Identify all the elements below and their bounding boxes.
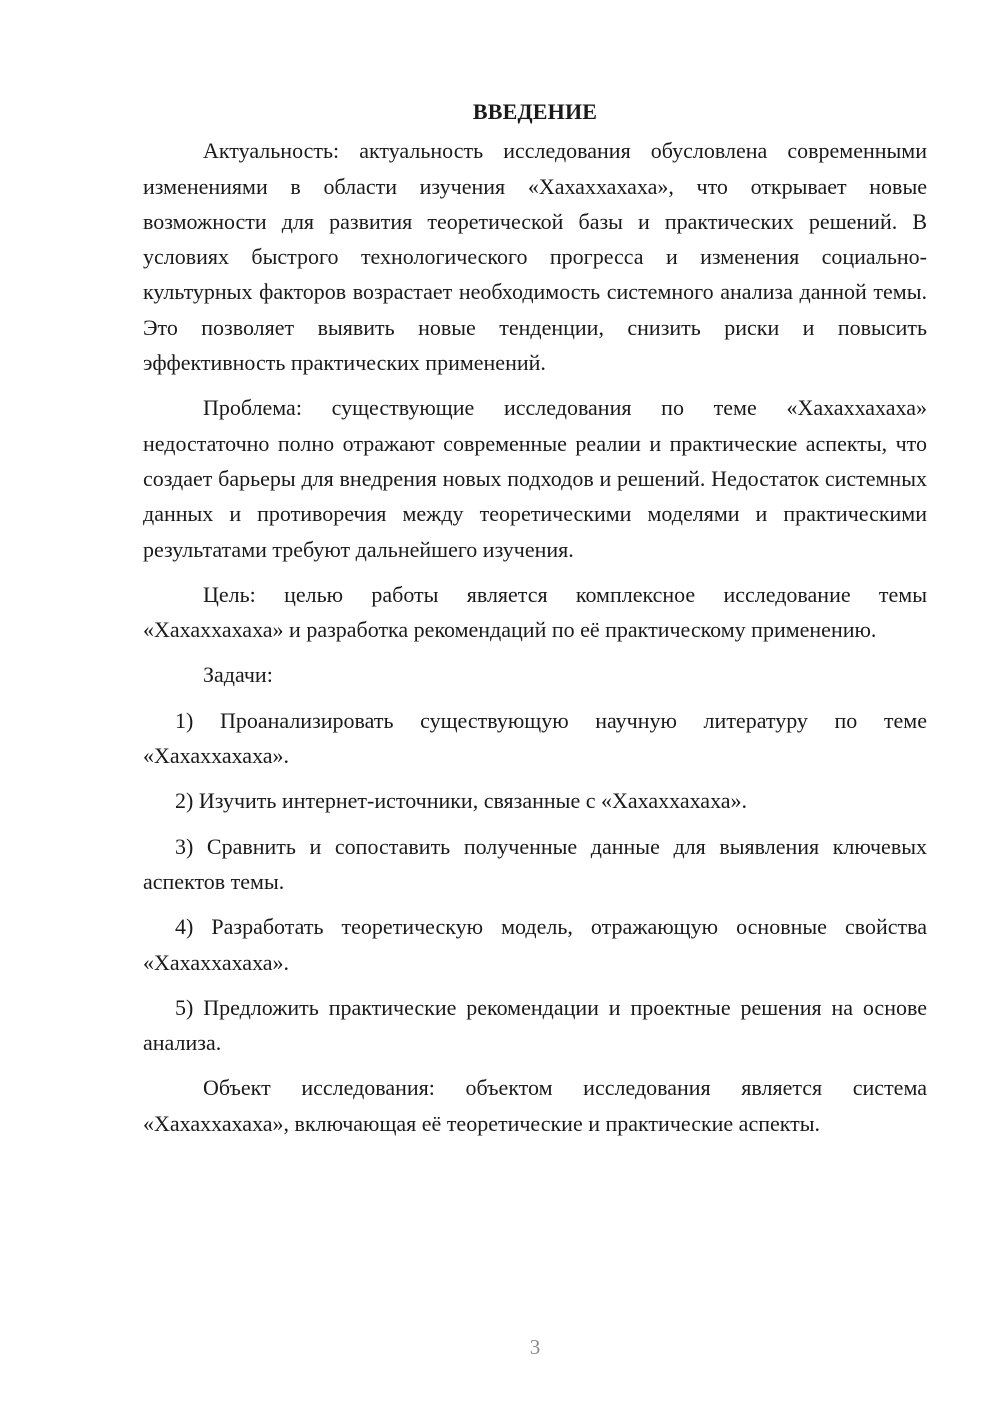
task-item: 5) Предложить практические рекомендации и проектные решения на основе анализа. [143,994,927,1056]
page-number: 3 [529,1335,541,1359]
goal-paragraph: Цель: целью работы является комплексное исследование темы «Хахаххахаха» и разработка рекомендаций по её практическому применению. [143,581,927,643]
task-item: 3) Сравнить и сопоставить полученные данные для выявления ключевых аспектов темы. [143,833,927,894]
tasks-heading: Задачи: [203,662,273,688]
object-paragraph: Объект исследования: объектом исследования является система «Хахаххахаха», включающая её теоретические и практические аспекты. [143,1075,927,1136]
page-content [143,94,927,1151]
problem-paragraph: Проблема: существующие исследования по теме «Хахаххахаха» недостаточно полно отражают современные реалии и практические аспекты, что создает барьеры для внедрения новых подходов и решений. Недостаток системных данных и противоречия между теоретическими моделями и практическими результатами требуют дальнейшего изучения. [143,395,927,562]
relevance-paragraph: Актуальность: актуальность исследования обусловлена современными изменениями в области изучения «Хахаххахаха», что открывает новые возможности для развития теоретической базы и практических решений. В условиях быстрого технологического прогресса и изменения социально-культурных факторов возрастает необходимость системного анализа данной темы. Это позволяет выявить новые тенденции, снизить риски и повысить эффективность практических применений. [143,138,927,376]
section-title: ВВЕДЕНИЕ [472,99,598,124]
task-item: 4) Разработать теоретическую модель, отражающую основные свойства «Хахаххахаха». [143,914,927,975]
task-item: 2) Изучить интернет-источники, связанные с «Хахаххахаха». [175,788,748,814]
task-item: 1) Проанализировать существующую научную литературу по теме «Хахаххахаха». [143,707,927,769]
